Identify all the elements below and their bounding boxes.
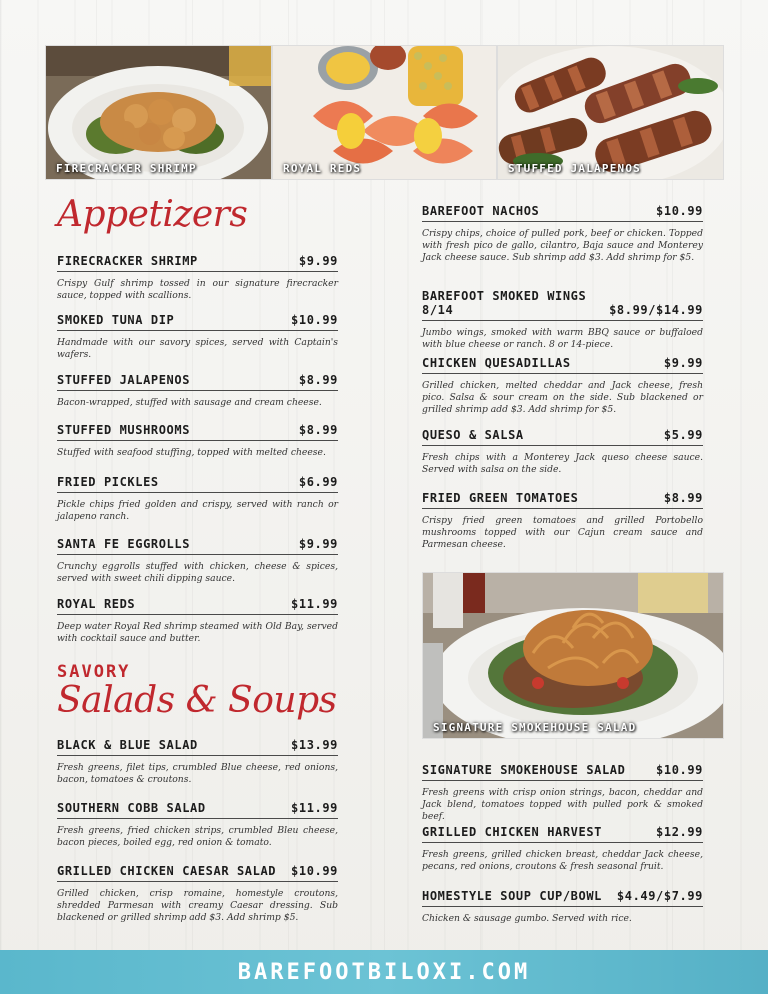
- savory-heading: SAVORY: [57, 662, 131, 682]
- item-price: $9.99: [663, 356, 703, 370]
- item-price: $8.99: [663, 491, 703, 505]
- item-description: Fresh greens, fried chicken strips, crumbled Bleu cheese, bacon pieces, boiled egg, red onion & tomato.: [57, 825, 338, 848]
- menu-item: [57, 801, 338, 849]
- item-description: Jumbo wings, smoked with warm BBQ sauce or buffaloed with blue cheese or ranch. 8 or 14-piece.: [422, 327, 703, 350]
- menu-item: [57, 254, 338, 302]
- shrimp-plate-image: [46, 46, 271, 179]
- item-name: SOUTHERN COBB SALAD: [57, 801, 206, 815]
- item-price: $8.99: [298, 423, 338, 437]
- menu-item: [422, 889, 703, 925]
- footer-banner: [0, 950, 768, 994]
- item-name: GRILLED CHICKEN CAESAR SALAD: [57, 864, 277, 878]
- item-price: $11.99: [291, 801, 338, 815]
- item-name: QUESO & SALSA: [422, 428, 524, 442]
- item-price: $6.99: [298, 475, 338, 489]
- royal-reds-image: [273, 46, 496, 179]
- menu-item: [422, 204, 703, 264]
- item-description: Grilled chicken, crisp romaine, homestyle croutons, shredded Parmesan with creamy Caesar dressing. Sub blackened or grilled shrimp add $3. Add shrimp $5.: [57, 888, 338, 923]
- menu-item: [422, 428, 703, 476]
- menu-item: [57, 475, 338, 523]
- menu-item: [422, 289, 703, 351]
- item-name: BLACK & BLUE SALAD: [57, 738, 198, 752]
- item-price: $9.99: [298, 537, 338, 551]
- item-name: BAREFOOT NACHOS: [422, 204, 540, 218]
- item-name: SANTA FE EGGROLLS: [57, 537, 191, 551]
- website-link[interactable]: BAREFOOTBILOXI.COM: [237, 959, 531, 985]
- item-name: GRILLED CHICKEN HARVEST: [422, 825, 602, 839]
- menu-item: [57, 423, 338, 459]
- photo-caption: SIGNATURE SMOKEHOUSE SALAD: [433, 721, 637, 734]
- item-description: Deep water Royal Red shrimp steamed with Old Bay, served with cocktail sauce and butter.: [57, 621, 338, 644]
- item-price: $4.49/$7.99: [616, 889, 703, 903]
- item-description: Crispy fried green tomatoes and grilled Portobello mushrooms topped with our Cajun cream sauce and Parmesan cheese.: [422, 515, 703, 550]
- salads-soups-heading: Salads & Soups: [57, 680, 337, 721]
- item-name: CHICKEN QUESADILLAS: [422, 356, 571, 370]
- menu-item: [422, 825, 703, 873]
- item-description: Fresh greens with crisp onion strings, bacon, cheddar and Jack blend, tomatoes topped with pulled pork & smoked beef.: [422, 787, 703, 822]
- menu-item: [422, 491, 703, 551]
- item-description: Fresh greens, filet tips, crumbled Blue cheese, red onions, bacon, tomatoes & croutons.: [57, 762, 338, 785]
- menu-item: [57, 373, 338, 409]
- item-price: $5.99: [663, 428, 703, 442]
- photo-smokehouse-salad: [422, 572, 724, 739]
- item-name: BAREFOOT SMOKED WINGS 8/14: [422, 289, 587, 317]
- item-name: FRIED GREEN TOMATOES: [422, 491, 579, 505]
- item-description: Crispy chips, choice of pulled pork, beef or chicken. Topped with fresh pico de gallo, cilantro, Baja sauce and Monterey Jack cheese sauce. Sub shrimp add $3. Add shrimp for $5.: [422, 228, 703, 263]
- menu-item: [57, 313, 338, 361]
- photo-caption: ROYAL REDS: [283, 162, 362, 175]
- item-price: $10.99: [656, 204, 703, 218]
- item-name: HOMESTYLE SOUP CUP/BOWL: [422, 889, 602, 903]
- item-price: $10.99: [656, 763, 703, 777]
- item-description: Crispy Gulf shrimp tossed in our signature firecracker sauce, topped with scallions.: [57, 278, 338, 301]
- appetizers-heading: Appetizers: [57, 194, 248, 235]
- item-price: $8.99/$14.99: [609, 303, 703, 317]
- item-price: $10.99: [291, 864, 338, 878]
- menu-item: [57, 537, 338, 585]
- item-description: Chicken & sausage gumbo. Served with rice.: [422, 913, 632, 924]
- item-description: Fresh greens, grilled chicken breast, cheddar Jack cheese, pecans, red onions, croutons & fresh seasonal fruit.: [422, 849, 703, 872]
- menu-item: [57, 864, 338, 924]
- item-name: SMOKED TUNA DIP: [57, 313, 175, 327]
- item-name: STUFFED JALAPENOS: [57, 373, 191, 387]
- photo-royal-reds: [272, 45, 497, 180]
- jalapenos-image: [498, 46, 723, 179]
- item-price: $12.99: [656, 825, 703, 839]
- item-name: ROYAL REDS: [57, 597, 136, 611]
- item-name: STUFFED MUSHROOMS: [57, 423, 191, 437]
- item-description: Bacon-wrapped, stuffed with sausage and cream cheese.: [57, 397, 322, 408]
- item-description: Pickle chips fried golden and crispy, served with ranch or jalapeno ranch.: [57, 499, 338, 522]
- item-description: Stuffed with seafood stuffing, topped with melted cheese.: [57, 447, 326, 458]
- photo-firecracker-shrimp: [45, 45, 272, 180]
- item-price: $9.99: [298, 254, 338, 268]
- menu-item: [57, 597, 338, 645]
- photo-caption: STUFFED JALAPENOS: [508, 162, 641, 175]
- item-description: Crunchy eggrolls stuffed with chicken, cheese & spices, served with sweet chili dipping sauce.: [57, 561, 338, 584]
- item-price: $11.99: [291, 597, 338, 611]
- menu-item: [422, 763, 703, 823]
- item-name: SIGNATURE SMOKEHOUSE SALAD: [422, 763, 626, 777]
- menu-item: [57, 738, 338, 786]
- item-name: FRIED PICKLES: [57, 475, 159, 489]
- smokehouse-salad-image: [423, 573, 723, 738]
- item-price: $13.99: [291, 738, 338, 752]
- item-description: Fresh chips with a Monterey Jack queso cheese sauce. Served with salsa on the side.: [422, 452, 703, 475]
- item-name: FIRECRACKER SHRIMP: [57, 254, 198, 268]
- photo-caption: FIRECRACKER SHRIMP: [56, 162, 197, 175]
- menu-item: [422, 356, 703, 416]
- item-description: Handmade with our savory spices, served with Captain's wafers.: [57, 337, 338, 360]
- photo-stuffed-jalapenos: [497, 45, 724, 180]
- item-price: $10.99: [291, 313, 338, 327]
- item-description: Grilled chicken, melted cheddar and Jack cheese, fresh pico. Salsa & sour cream on the side. Sub blackened or grilled shrimp add $3. Add shrimp for $5.: [422, 380, 703, 415]
- item-price: $8.99: [298, 373, 338, 387]
